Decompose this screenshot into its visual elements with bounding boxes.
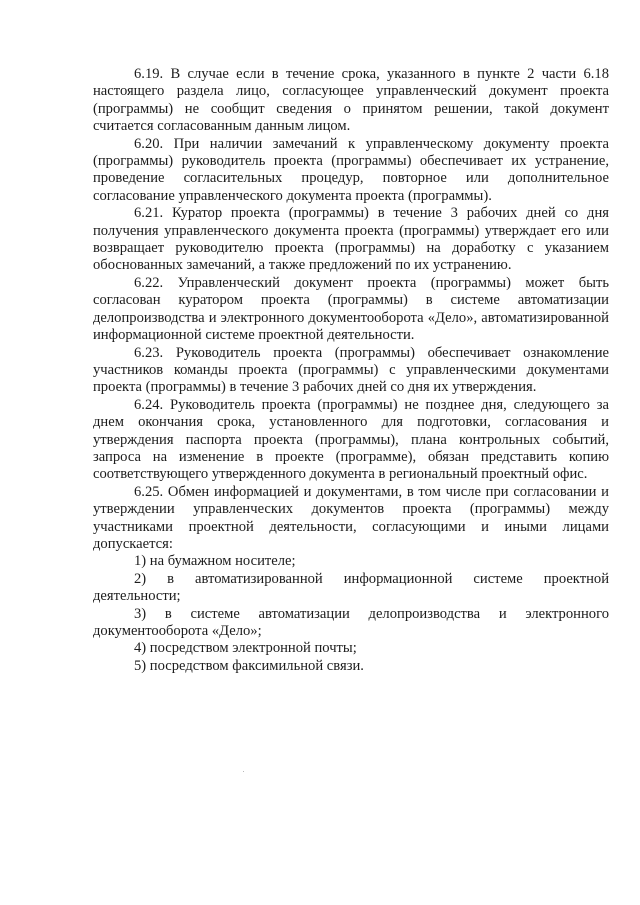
list-item-3: 3) в системе автоматизации делопроизводства и электронного документооборота «Дело»; <box>93 605 609 639</box>
scan-speck <box>243 771 244 772</box>
list-item-2: 2) в автоматизированной информационной системе проектной деятельности; <box>93 570 609 605</box>
document-body <box>93 66 609 675</box>
list-item-1: 1) на бумажном носителе; <box>134 553 296 570</box>
list-item-4: 4) посредством электронной почты; <box>134 640 357 657</box>
paragraph-6-22: 6.22. Управленческий документ проекта (программы) может быть согласован куратором проекта (программы) в системе автоматизации делопроизводства и электронного документооборота «Дело», автоматизированной информационной системе проектной деятельности. <box>93 274 609 344</box>
paragraph-6-19: 6.19. В случае если в течение срока, указанного в пункте 2 части 6.18 настоящего раздела лицо, согласующее управленческий документ проекта (программы) не сообщит сведения о принятом решении, такой документ считается согласованным данным лицом. <box>93 66 609 135</box>
paragraph-6-25: 6.25. Обмен информацией и документами, в том числе при согласовании и утверждении управленческих документов проекта (программы) между участниками проектной деятельности, согласующими и иными лицами допускается: <box>93 483 609 552</box>
paragraph-6-21: 6.21. Куратор проекта (программы) в течение 3 рабочих дней со дня получения управленческого документа проекта (программы) утверждает его или возвращает руководителю проекта (программы) на доработку с указанием обоснованных замечаний, а также предложений по их устранению. <box>93 205 609 274</box>
paragraph-6-24: 6.24. Руководитель проекта (программы) не позднее дня, следующего за днем окончания срока, установленного для подготовки, согласования и утверждения паспорта проекта (программы), плана контрольных событий, запроса на изменение в проекте (программе), обязан представить копию соответствующего утвержденного документа в региональный проектный офис. <box>93 396 609 483</box>
paragraph-6-20: 6.20. При наличии замечаний к управленческому документу проекта (программы) руководитель проекта (программы) обеспечивает их устранение, проведение согласительных процедур, повторное или дополнительное согласование управленческого документа проекта (программы). <box>93 135 609 204</box>
paragraph-6-23: 6.23. Руководитель проекта (программы) обеспечивает ознакомление участников команды проекта (программы) с управленческими документами проекта (программы) в течение 3 рабочих дней со дня их утверждения. <box>93 344 609 396</box>
list-item-5: 5) посредством факсимильной связи. <box>134 657 364 674</box>
